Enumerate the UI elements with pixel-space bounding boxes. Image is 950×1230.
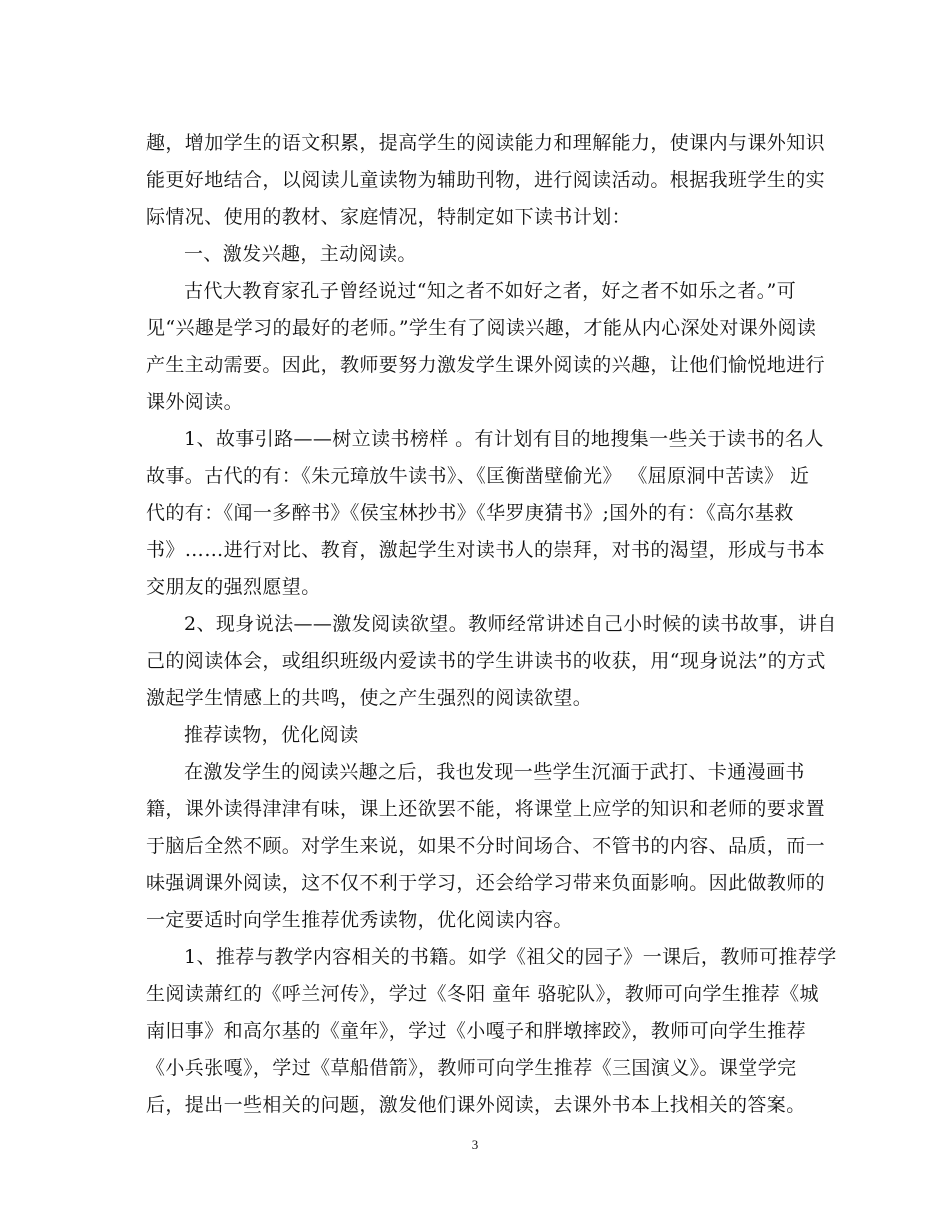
- text-line: 于脑后全然不顾。对学生来说，如果不分时间场合、不管书的内容、品质，而一: [146, 835, 826, 857]
- text-line: 一定要适时向学生推荐优秀读物，优化阅读内容。: [146, 909, 573, 931]
- page-number: 3: [471, 1137, 479, 1152]
- text-line: 见“兴趣是学习的最好的老师。”学生有了阅读兴趣，才能从内心深处对课外阅读: [146, 317, 817, 339]
- text-line: 交朋友的强烈愿望。: [146, 576, 321, 598]
- text-line: 古代大教育家孔子曾经说过“知之者不如好之者，好之者不如乐之者。”可: [184, 280, 797, 302]
- text-line: 课外阅读。: [146, 391, 244, 413]
- text-line: 籍，课外读得津津有味，课上还欲罢不能，将课堂上应学的知识和老师的要求置: [146, 798, 826, 820]
- text-line: 味强调课外阅读，这不仅不利于学习，还会给学习带来负面影响。因此做教师的: [146, 872, 826, 894]
- text-line: 在激发学生的阅读兴趣之后，我也发现一些学生沉湎于武打、卡通漫画书: [184, 761, 805, 783]
- text-line: 书》……进行对比、教育，激起学生对读书人的崇拜，对书的渴望，形成与书本: [146, 539, 826, 561]
- text-line: 后，提出一些相关的问题，激发他们课外阅读，去课外书本上找相关的答案。: [146, 1094, 806, 1116]
- text-line: 产生主动需要。因此，教师要努力激发学生课外阅读的兴趣，让他们愉悦地进行: [146, 354, 826, 376]
- text-line: 生阅读萧红的《呼兰河传》，学过《冬阳 童年 骆驼队》，教师可向学生推荐《城: [146, 983, 819, 1005]
- text-line: 激起学生情感上的共鸣，使之产生强烈的阅读欲望。: [146, 687, 593, 709]
- text-line: 能更好地结合，以阅读儿童读物为辅助刊物，进行阅读活动。根据我班学生的实: [146, 169, 826, 191]
- text-line: 代的有：《闻一多醉书》《侯宝林抄书》《华罗庚猜书》;国外的有：《高尔基救: [146, 502, 794, 524]
- text-line: 际情况、使用的教材、家庭情况，特制定如下读书计划：: [146, 206, 632, 228]
- section-heading: 推荐读物，优化阅读: [184, 724, 359, 746]
- text-line: 己的阅读体会，或组织班级内爱读书的学生讲读书的收获，用“现身说法”的方式: [146, 650, 826, 672]
- text-line: 故事。古代的有：《朱元璋放牛读书》、《匡衡凿壁偷光》 《屈原洞中苦读》 近: [146, 465, 810, 487]
- text-line: 1、推荐与教学内容相关的书籍。如学《祖父的园子》一课后，教师可推荐学: [184, 946, 837, 968]
- section-heading: 一、激发兴趣，主动阅读。: [184, 243, 417, 265]
- text-line: 南旧事》和高尔基的《童年》，学过《小嘎子和胖墩摔跤》，教师可向学生推荐: [146, 1020, 807, 1042]
- text-line: 2、现身说法——激发阅读欲望。教师经常讲述自己小时候的读书故事，讲自: [184, 613, 837, 635]
- text-line: 趣，增加学生的语文积累，提高学生的阅读能力和理解能力，使课内与课外知识: [146, 132, 826, 154]
- text-line: 1、故事引路——树立读书榜样 。有计划有目的地搜集一些关于读书的名人: [184, 428, 824, 450]
- text-line: 《小兵张嘎》，学过《草船借箭》，教师可向学生推荐《三国演义》。课堂学完: [146, 1057, 797, 1079]
